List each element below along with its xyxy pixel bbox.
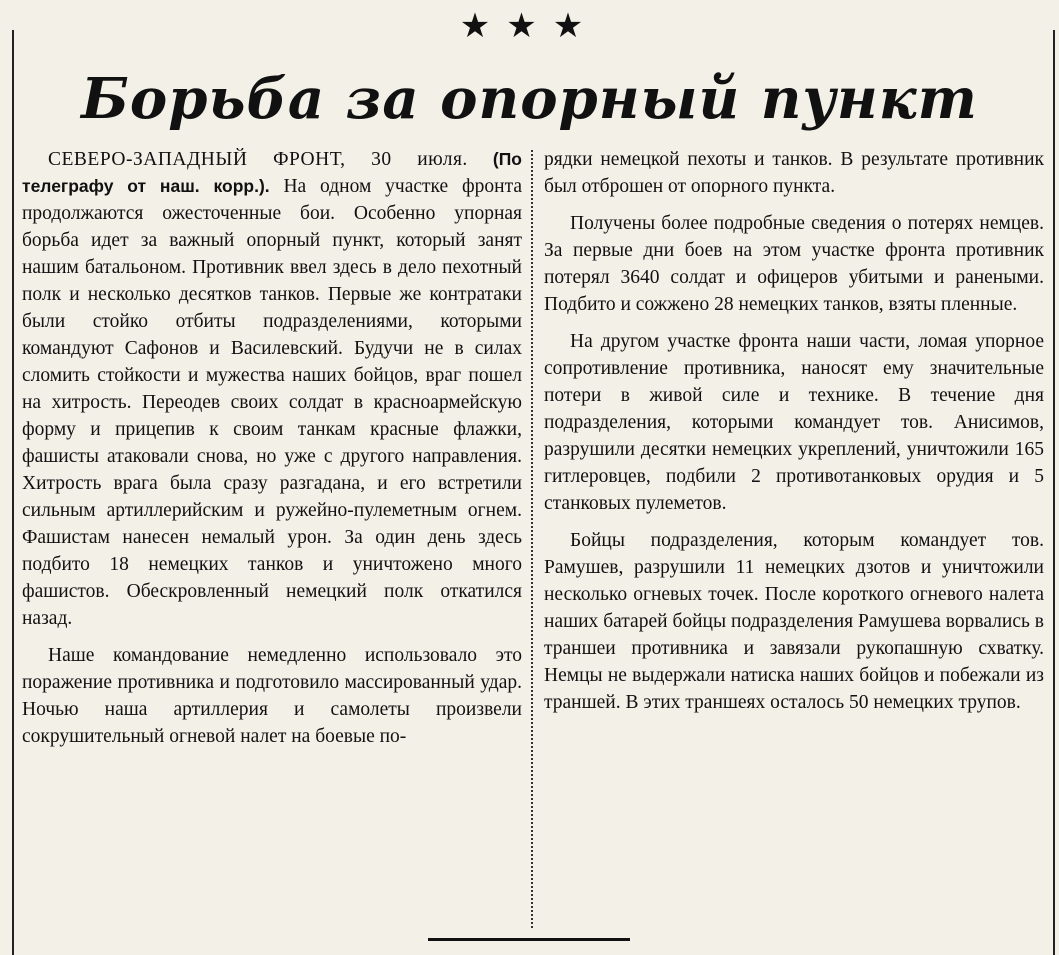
article-column-left <box>22 146 522 760</box>
article-paragraph: Бойцы подразделения, которым командует тов. Рамушев, разрушили 11 немецких дзотов и уничтожили несколько огневых точек. После короткого огневого налета наших батарей бойцы подразделения Рамушева ворвались в траншеи противника и завязали рукопашную схватку. Немцы не выдержали натиска наших бойцов и побежали из траншей. В этих траншеях осталось 50 немецких трупов. <box>544 530 1044 713</box>
section-stars-ornament: ★★★ <box>459 6 600 46</box>
article-headline: Борьба за опорный пункт <box>81 66 978 132</box>
article-paragraph: Наше командование немедленно использовало это поражение противника и подготовило массированный удар. Ночью наша артиллерия и самолеты произвели сокрушительный огневой налет на боевые по- <box>22 645 522 747</box>
right-border-line <box>1053 30 1055 955</box>
article-paragraph: Получены более подробные сведения о потерях немцев. За первые дни боев на этом участке фронта противник потерял 3640 солдат и офицеров убитыми и ранеными. Подбито и сожжено 28 немецких танков, взяты пленные. <box>544 213 1044 315</box>
article-paragraph-text: На одном участке фронта продолжаются ожесточенные бои. Особенно упорная борьба идет за важный опорный пункт, который занят нашим батальоном. Противник ввел здесь в дело пехотный полк и несколько десятков танков. Первые же контратаки были стойко отбиты подразделениями, которыми командуют Сафонов и Василевский. Будучи не в силах сломить стойкости и мужества наших бойцов, враг пошел на хитрость. Переодев своих солдат в красноармейскую форму и прицепив к своим танкам красные флажки, фашисты атаковали снова, но уже с другого направления. Хитрость врага была сразу разгадана, и его встретили сильным артиллерийским и ружейно-пулеметным огнем. Фашистам нанесен немалый урон. За один день здесь подбито 18 немецких танков и уничтожено много фашистов. Обескровленный немецкий полк откатился назад. <box>22 176 522 629</box>
article-dateline: СЕВЕРО-ЗАПАДНЫЙ ФРОНТ, 30 июля. <box>48 149 468 170</box>
column-divider <box>531 150 534 928</box>
article-paragraph <box>22 146 522 632</box>
article-byline: (По телеграфу от наш. корр.). <box>22 149 523 196</box>
article-end-rule <box>428 938 630 941</box>
article-column-right <box>544 146 1044 726</box>
article-paragraph: рядки немецкой пехоты и танков. В результате противник был отброшен от опорного пункта. <box>544 149 1044 197</box>
left-border-line <box>12 30 14 955</box>
article-paragraph: На другом участке фронта наши части, ломая упорное сопротивление противника, наносят ему значительные потери в живой силе и технике. В течение дня подразделения, которыми командует тов. Анисимов, разрушили десятки немецких укреплений, уничтожили 165 гитлеровцев, подбили 2 противотанковых орудия и 5 станковых пулеметов. <box>544 331 1044 514</box>
